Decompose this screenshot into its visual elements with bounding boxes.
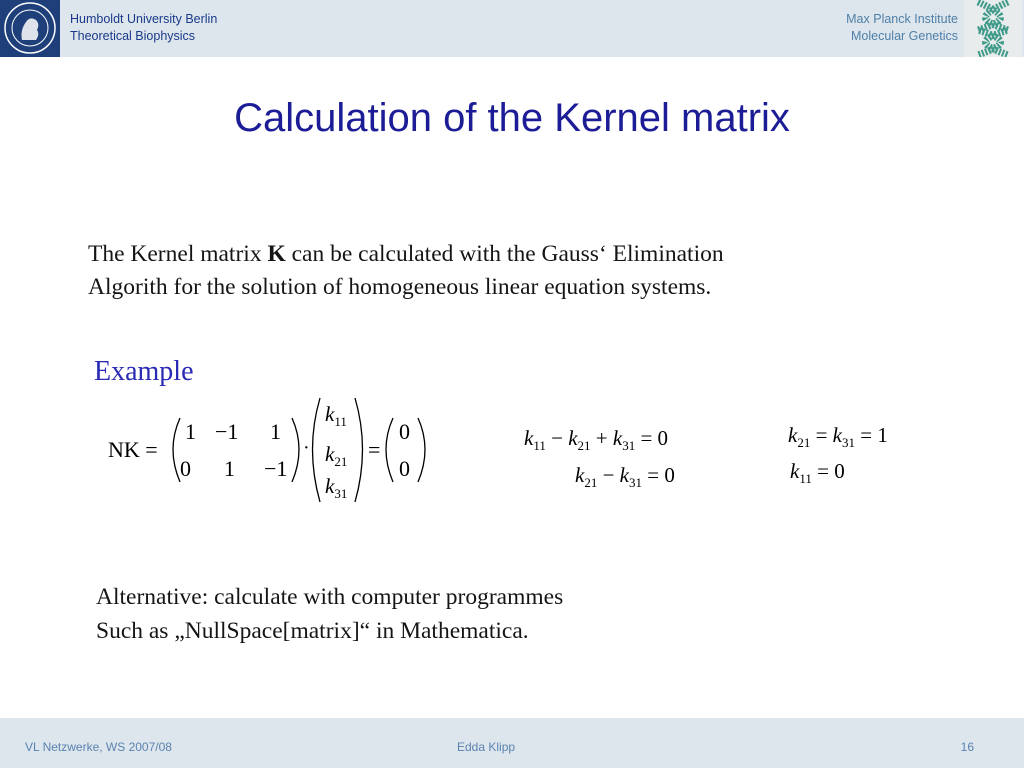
kernel-symbol: K [267, 241, 286, 267]
solution-equation-1: $k_{21} = k_{31} = 1$ [788, 423, 888, 450]
humboldt-seal-icon [0, 0, 60, 57]
matrix-r2c3: −1 [264, 456, 288, 481]
institute-line1: Max Planck Institute [846, 12, 958, 26]
result-r1: 0 [399, 419, 410, 444]
lhs-nk: NK = [108, 437, 158, 462]
system-equation-1: $k_{11} - k_{21} + k_{31} = 0$ [524, 426, 669, 453]
example-heading: Example [94, 356, 194, 387]
alternative-line2: Such as „NullSpace[matrix]“ in Mathematica. [96, 618, 529, 644]
vector-left-paren [313, 398, 321, 502]
intro-line2: Algorith for the solution of homogeneous linear equation systems. [88, 274, 712, 300]
dna-helix-logo [964, 0, 1022, 57]
university-line1: Humboldt University Berlin [70, 12, 218, 26]
intro-line1 [88, 238, 724, 271]
matrix-r1c1: 1 [185, 419, 196, 444]
solution-equation-2: $k_{11} = 0$ [790, 459, 845, 486]
matrix-r2c2: 1 [224, 456, 235, 481]
header-bar [0, 0, 1024, 57]
vector-k11: $k_{11}$ [325, 402, 347, 429]
system-equation-2: $k_{21} - k_{31} = 0$ [575, 463, 675, 490]
university-line2: Theoretical Biophysics [70, 29, 196, 43]
dot-operator: · [303, 437, 310, 459]
footer-bar [0, 718, 1024, 768]
institute-line2: Molecular Genetics [851, 29, 958, 43]
result-r2: 0 [399, 456, 410, 481]
vector-k21: $k_{21}$ [325, 442, 348, 469]
alternative-line1: Alternative: calculate with computer programmes [96, 584, 564, 610]
math-equations [100, 392, 920, 512]
footer-author: Edda Klipp [457, 740, 516, 754]
university-name [70, 11, 217, 45]
footer-page-number: 16 [960, 740, 974, 754]
dna-helix-icon [964, 0, 1022, 57]
matrix-r1c2: −1 [215, 419, 239, 444]
vector-k31: $k_{31}$ [325, 474, 348, 501]
matrix-left-paren [173, 418, 180, 482]
humboldt-seal-logo [0, 0, 60, 57]
result-left-paren [386, 418, 393, 482]
intro-paragraph [88, 238, 724, 304]
matrix-r1c3: 1 [270, 419, 281, 444]
institute-name [846, 11, 958, 45]
intro-line1-end: can be calculated with the Gauss‘ Elimination [291, 241, 724, 267]
alternative-paragraph [96, 580, 563, 648]
matrix-right-paren [292, 418, 299, 482]
vector-right-paren [355, 398, 363, 502]
matrix-r2c1: 0 [180, 456, 191, 481]
result-right-paren [418, 418, 425, 482]
equals-sign: = [368, 437, 381, 462]
footer-course: VL Netzwerke, WS 2007/08 [25, 740, 172, 754]
slide-title: Calculation of the Kernel matrix [234, 96, 790, 140]
intro-line1-start: The Kernel matrix [88, 241, 262, 267]
